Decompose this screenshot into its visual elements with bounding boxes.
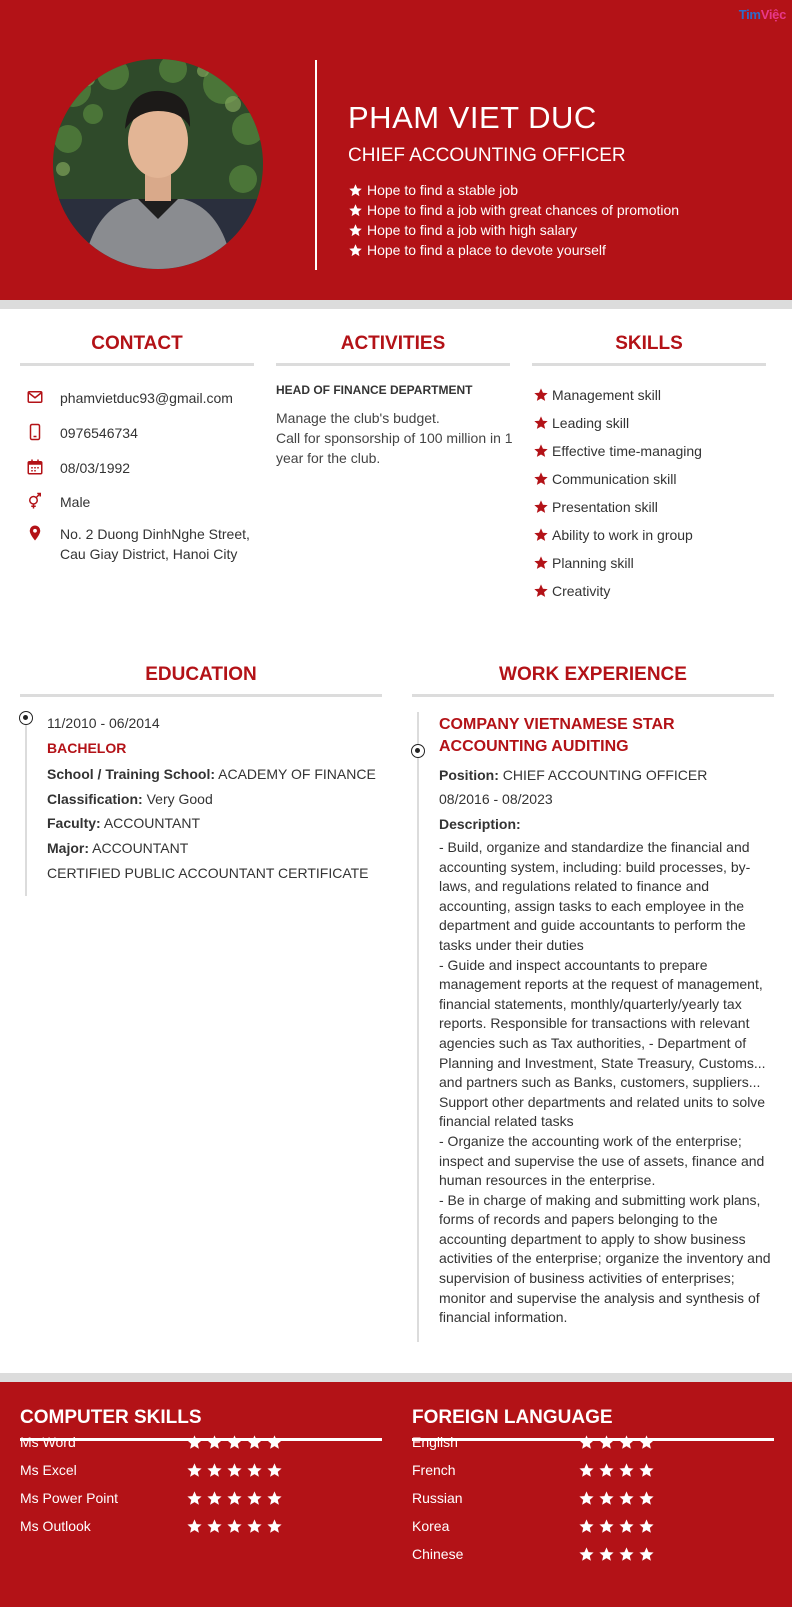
star-icon xyxy=(533,555,549,571)
star-icon xyxy=(266,1490,283,1507)
star-icon xyxy=(578,1462,595,1479)
star-icon xyxy=(186,1462,203,1479)
brand-logo[interactable]: TimViệc xyxy=(738,7,786,22)
phone-icon xyxy=(26,423,44,441)
contact-gender: Male xyxy=(26,492,90,512)
star-rating xyxy=(186,1434,286,1451)
language-heading: FOREIGN LANGUAGE xyxy=(412,1407,613,1428)
skill-item: Management skill xyxy=(533,387,661,403)
skill-item: Creativity xyxy=(533,583,610,599)
language-row: French xyxy=(412,1462,772,1482)
star-icon xyxy=(246,1490,263,1507)
star-rating xyxy=(578,1462,658,1479)
skill-item: Effective time-managing xyxy=(533,443,702,459)
star-icon xyxy=(533,415,549,431)
language-row: English xyxy=(412,1434,772,1454)
star-icon xyxy=(578,1518,595,1535)
star-icon xyxy=(348,243,363,258)
star-icon xyxy=(226,1490,243,1507)
activities-heading: ACTIVITIES xyxy=(340,333,446,354)
computer-skill-row: Ms Word xyxy=(20,1434,380,1454)
star-icon xyxy=(206,1518,223,1535)
header-divider xyxy=(315,60,317,270)
skill-item: Planning skill xyxy=(533,555,634,571)
star-icon xyxy=(533,499,549,515)
section-divider xyxy=(0,1373,792,1382)
work-timeline xyxy=(417,712,419,1342)
contact-heading: CONTACT xyxy=(91,333,183,354)
star-icon xyxy=(186,1490,203,1507)
goal-item: Hope to find a stable job xyxy=(348,180,679,200)
section-divider xyxy=(0,300,792,309)
location-pin-icon xyxy=(26,524,44,542)
star-icon xyxy=(618,1434,635,1451)
star-icon xyxy=(598,1462,615,1479)
computer-skill-row: Ms Power Point xyxy=(20,1490,380,1510)
star-icon xyxy=(533,443,549,459)
star-icon xyxy=(246,1518,263,1535)
star-icon xyxy=(246,1434,263,1451)
star-rating xyxy=(578,1490,658,1507)
skill-item: Presentation skill xyxy=(533,499,658,515)
star-icon xyxy=(348,183,363,198)
star-icon xyxy=(348,223,363,238)
star-rating xyxy=(578,1434,658,1451)
star-icon xyxy=(226,1434,243,1451)
star-rating xyxy=(578,1546,658,1563)
star-icon xyxy=(618,1546,635,1563)
star-icon xyxy=(206,1490,223,1507)
computer-skill-row: Ms Outlook xyxy=(20,1518,380,1538)
star-icon xyxy=(348,203,363,218)
work-company: COMPANY VIETNAMESE STAR ACCOUNTING AUDITING xyxy=(439,716,675,755)
star-icon xyxy=(618,1518,635,1535)
star-icon xyxy=(533,583,549,599)
work-position: Position: CHIEF ACCOUNTING OFFICER xyxy=(439,767,708,783)
activity-role: HEAD OF FINANCE DEPARTMENT xyxy=(276,383,473,397)
education-period: 11/2010 - 06/2014 xyxy=(47,715,160,731)
star-icon xyxy=(266,1434,283,1451)
star-rating xyxy=(578,1518,658,1535)
star-icon xyxy=(598,1546,615,1563)
education-classification: Classification: Very Good xyxy=(47,791,213,807)
calendar-icon xyxy=(26,458,44,476)
education-timeline xyxy=(25,712,27,896)
star-icon xyxy=(638,1490,655,1507)
star-icon xyxy=(533,471,549,487)
activity-description: Manage the club's budget. Call for sponsorship of 100 million in 1 year for the club. xyxy=(276,410,513,466)
star-icon xyxy=(598,1434,615,1451)
star-icon xyxy=(246,1462,263,1479)
work-timeline-dot xyxy=(411,744,425,758)
skills-rule xyxy=(532,363,766,366)
star-icon xyxy=(186,1518,203,1535)
career-goals xyxy=(348,180,679,260)
education-rule xyxy=(20,694,382,697)
star-rating xyxy=(186,1518,286,1535)
star-rating xyxy=(186,1490,286,1507)
education-school: School / Training School: ACADEMY OF FINANCE xyxy=(47,766,376,782)
star-icon xyxy=(638,1518,655,1535)
language-row: Korea xyxy=(412,1518,772,1538)
education-degree: BACHELOR xyxy=(47,740,127,756)
work-rule xyxy=(412,694,774,697)
work-heading: WORK EXPERIENCE xyxy=(499,664,687,685)
star-icon xyxy=(533,527,549,543)
star-icon xyxy=(533,387,549,403)
email-icon xyxy=(26,388,44,406)
skill-item: Ability to work in group xyxy=(533,527,693,543)
skill-item: Communication skill xyxy=(533,471,676,487)
star-icon xyxy=(638,1462,655,1479)
education-timeline-dot xyxy=(19,711,33,725)
language-row: Chinese xyxy=(412,1546,772,1566)
skill-item: Leading skill xyxy=(533,415,629,431)
work-description: - Build, organize and standardize the financial and accounting system, including: build processes, by-laws, and regulations related to finance and accounting, assign tasks to each employee in the department and guide accountants to perform the tasks under their duties - Guide and inspect accountants to prepare management reports at the request of management, financial statements, monthly/quarterly/yearly tax reports. Responsible for transactions with relevant agencies such as Tax authorities, - Department of Planning and Investment, State Treasury, Customs... and partners such as Banks, customers, suppliers... Support other departments and related units to solve financial related tasks - Organize the accounting work of the enterprise; inspect and supervise the use of assets, finance and human resources in the enterprise. - Be in charge of making and submitting work plans, forms of records and papers belonging to the accounting department to apply to show business activities of the enterprise; organize the inventory and supervision of business activities of enterprises; monitor and supervise the analysis and synthesis of financial information. xyxy=(439,839,771,1326)
star-icon xyxy=(598,1490,615,1507)
star-icon xyxy=(578,1546,595,1563)
language-row: Russian xyxy=(412,1490,772,1510)
avatar xyxy=(53,59,263,269)
contact-birthday: 08/03/1992 xyxy=(26,458,130,478)
work-period: 08/2016 - 08/2023 xyxy=(439,791,553,807)
contact-phone[interactable]: 0976546734 xyxy=(26,423,138,443)
education-major: Major: ACCOUNTANT xyxy=(47,840,189,856)
star-icon xyxy=(578,1434,595,1451)
star-icon xyxy=(578,1490,595,1507)
star-icon xyxy=(266,1462,283,1479)
star-icon xyxy=(206,1462,223,1479)
star-icon xyxy=(638,1434,655,1451)
computer-skills-heading: COMPUTER SKILLS xyxy=(20,1407,202,1428)
work-description-label: Description: xyxy=(439,816,521,832)
star-icon xyxy=(618,1462,635,1479)
candidate-name: PHAM VIET DUC xyxy=(348,100,597,135)
contact-rule xyxy=(20,363,254,366)
contact-email[interactable]: phamvietduc93@gmail.com xyxy=(26,388,233,408)
education-heading: EDUCATION xyxy=(145,664,257,685)
star-icon xyxy=(226,1518,243,1535)
star-icon xyxy=(206,1434,223,1451)
star-icon xyxy=(266,1518,283,1535)
star-icon xyxy=(186,1434,203,1451)
star-icon xyxy=(618,1490,635,1507)
footer-banner xyxy=(0,1382,792,1607)
star-icon xyxy=(598,1518,615,1535)
contact-address: No. 2 Duong DinhNghe Street, Cau Giay District, Hanoi City xyxy=(26,524,250,564)
activities-rule xyxy=(276,363,510,366)
computer-skill-row: Ms Excel xyxy=(20,1462,380,1482)
star-rating xyxy=(186,1462,286,1479)
goal-item: Hope to find a job with high salary xyxy=(348,220,679,240)
education-certificate: CERTIFIED PUBLIC ACCOUNTANT CERTIFICATE xyxy=(47,865,369,881)
star-icon xyxy=(638,1546,655,1563)
education-faculty: Faculty: ACCOUNTANT xyxy=(47,815,200,831)
goal-item: Hope to find a place to devote yourself xyxy=(348,240,679,260)
goal-item: Hope to find a job with great chances of promotion xyxy=(348,200,679,220)
gender-icon xyxy=(26,492,44,510)
candidate-title: CHIEF ACCOUNTING OFFICER xyxy=(348,145,626,166)
header-banner xyxy=(0,0,792,300)
star-icon xyxy=(226,1462,243,1479)
skills-heading: SKILLS xyxy=(615,333,683,354)
